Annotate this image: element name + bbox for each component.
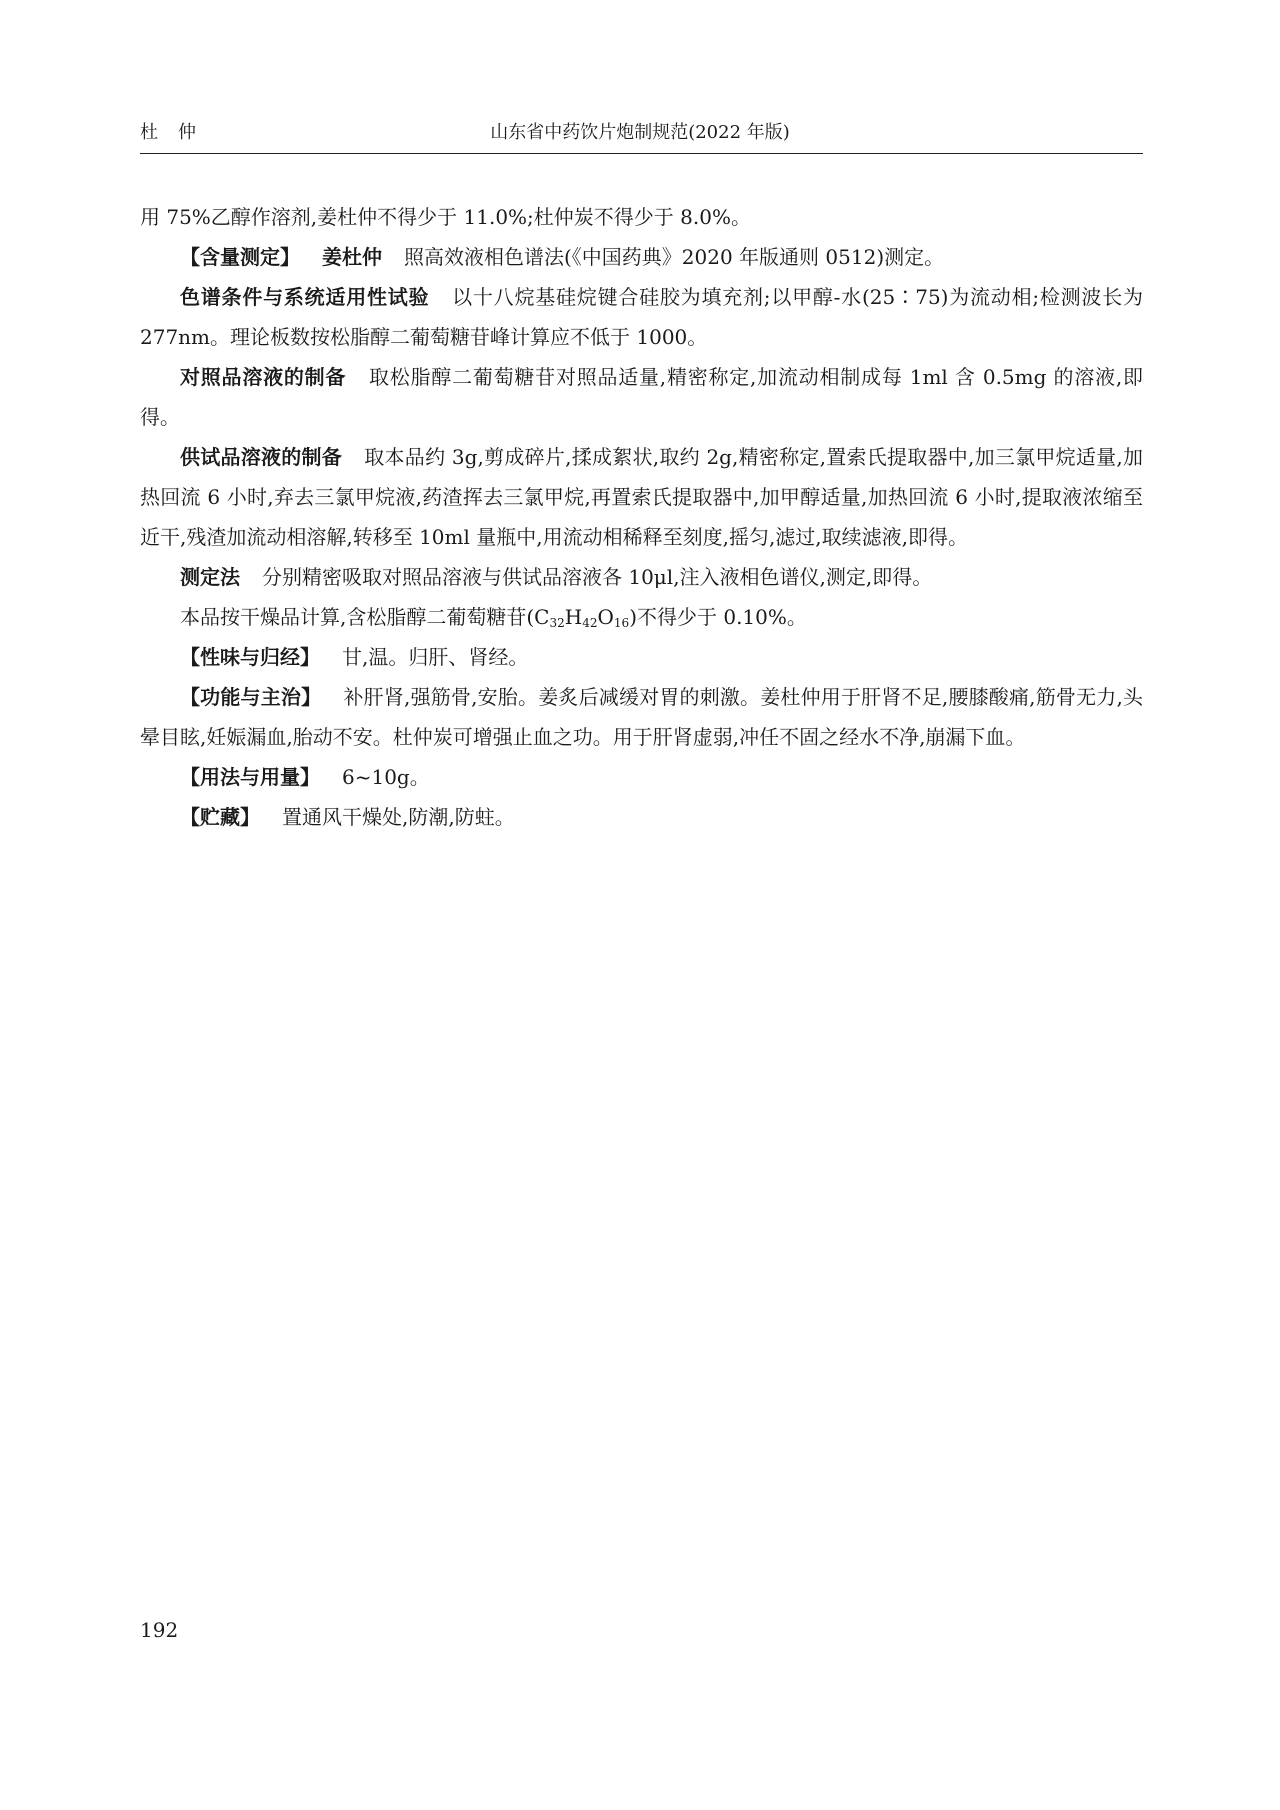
function-paragraph xyxy=(140,677,1143,757)
test-solution-paragraph xyxy=(140,437,1143,557)
assay-paragraph xyxy=(140,237,1143,277)
nature-heading: 【性味与归经】 xyxy=(180,645,320,669)
formula-o-subscript: 16 xyxy=(613,616,630,630)
assay-text: 照高效液相色谱法(《中国药典》2020 年版通则 0512)测定。 xyxy=(404,245,945,269)
function-heading: 【功能与主治】 xyxy=(180,685,322,709)
formula-c: C xyxy=(534,605,550,629)
continued-text: 用 75%乙醇作溶剂,姜杜仲不得少于 11.0%;杜仲炭不得少于 8.0%。 xyxy=(140,205,751,229)
formula-o: O xyxy=(597,605,614,629)
nature-text: 甘,温。归肝、肾经。 xyxy=(342,645,529,669)
assay-heading: 【含量测定】 xyxy=(180,245,300,269)
method-text: 分别精密吸取对照品溶液与供试品溶液各 10μl,注入液相色谱仪,测定,即得。 xyxy=(262,565,933,589)
storage-heading: 【贮藏】 xyxy=(180,805,260,829)
test-solution-heading: 供试品溶液的制备 xyxy=(180,445,343,469)
method-paragraph xyxy=(140,557,1143,597)
header-book-title: 山东省中药饮片炮制规范(2022 年版) xyxy=(490,122,790,143)
formula-c-subscript: 32 xyxy=(549,616,565,630)
calculation-text-before: 本品按干燥品计算,含松脂醇二葡萄糖苷( xyxy=(180,605,535,629)
running-header xyxy=(140,113,1140,153)
formula-h-subscript: 42 xyxy=(582,616,598,630)
method-heading: 测定法 xyxy=(180,565,240,589)
dosage-heading: 【用法与用量】 xyxy=(180,765,320,789)
reference-text: 取松脂醇二葡萄糖苷对照品适量,精密称定,加流动相制成每 1ml 含 0.5mg 的溶液,即得。 xyxy=(140,365,1144,429)
header-rule xyxy=(140,153,1143,154)
page-number: 192 xyxy=(140,1618,179,1642)
nature-paragraph xyxy=(140,637,1143,677)
chromatography-text: 以十八烷基硅烷键合硅胶为填充剂;以甲醇-水(25∶75)为流动相;检测波长为 277nm。理论板数按松脂醇二葡萄糖苷峰计算应不低于 1000。 xyxy=(140,285,1143,349)
calculation-paragraph xyxy=(140,597,1143,637)
page-body xyxy=(140,197,1143,837)
dosage-text: 6~10g。 xyxy=(342,765,430,789)
test-solution-text: 取本品约 3g,剪成碎片,揉成絮状,取约 2g,精密称定,置索氏提取器中,加三氯甲烷适量,加热回流 6 小时,弃去三氯甲烷液,药渣挥去三氯甲烷,再置索氏提取器中,加甲醇适量,加热回流 6 小时,提取液浓缩至近干,残渣加流动相溶解,转移至 10ml 量瓶中,用流动相稀释至刻度,摇匀,滤过,取续滤液,即得。 xyxy=(140,445,1144,549)
formula-h: H xyxy=(564,605,583,629)
reference-paragraph xyxy=(140,357,1143,437)
calculation-text-after: )不得少于 0.10%。 xyxy=(629,605,807,629)
reference-heading: 对照品溶液的制备 xyxy=(180,365,347,389)
continued-paragraph xyxy=(140,197,1143,237)
storage-text: 置通风干燥处,防潮,防蛀。 xyxy=(282,805,515,829)
header-section-title: 杜仲 xyxy=(140,122,216,143)
assay-subject: 姜杜仲 xyxy=(322,245,382,269)
function-text: 补肝肾,强筋骨,安胎。姜炙后减缓对胃的刺激。姜杜仲用于肝肾不足,腰膝酸痛,筋骨无力,头晕目眩,妊娠漏血,胎动不安。杜仲炭可增强止血之功。用于肝肾虚弱,冲任不固之经水不净,崩漏下血。 xyxy=(140,685,1143,749)
chromatography-heading: 色谱条件与系统适用性试验 xyxy=(180,285,430,309)
chromatography-paragraph xyxy=(140,277,1143,357)
storage-paragraph xyxy=(140,797,1143,837)
dosage-paragraph xyxy=(140,757,1143,797)
